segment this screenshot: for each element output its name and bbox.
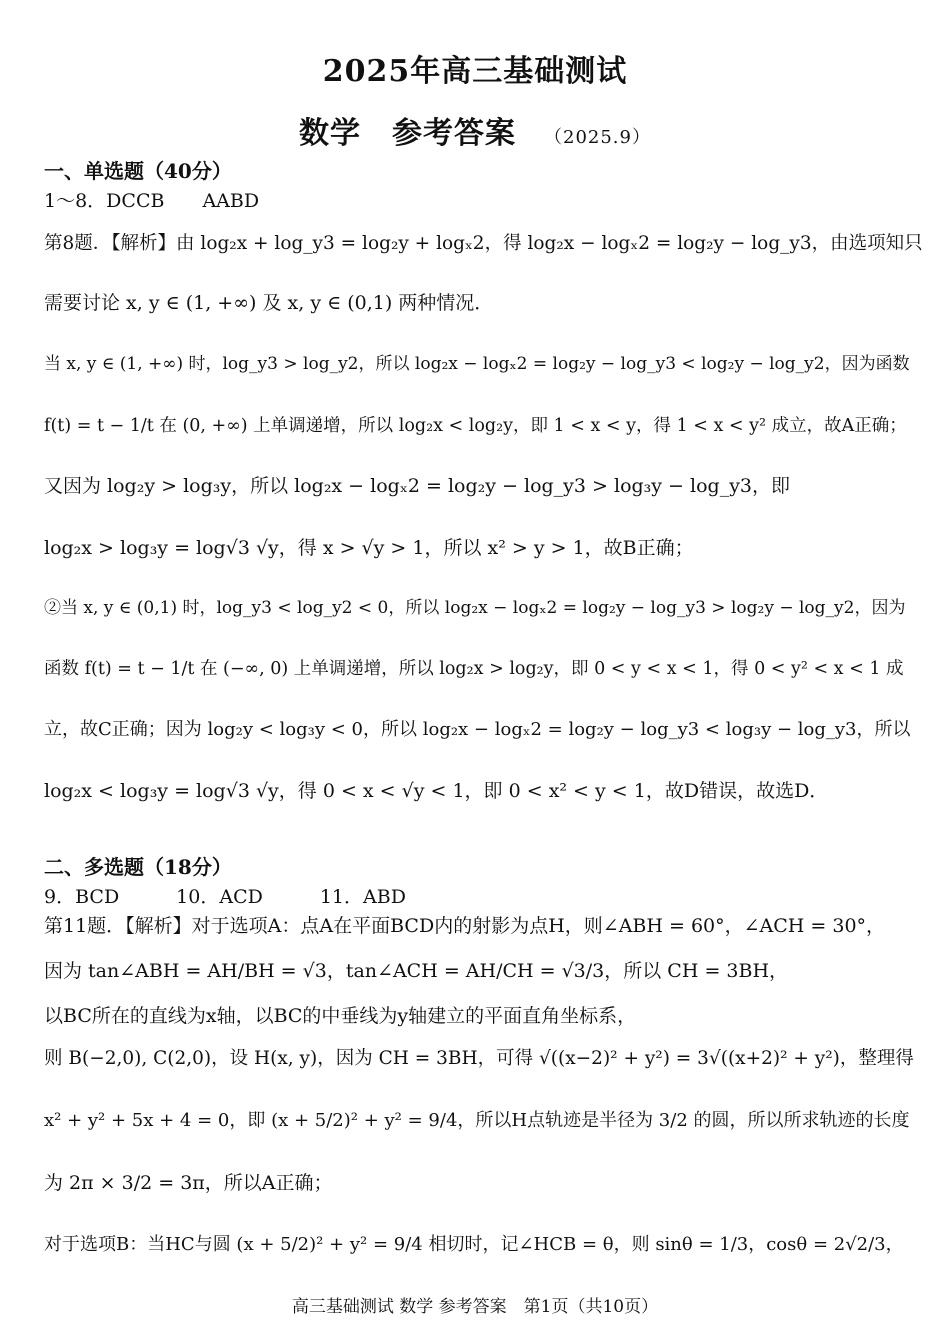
section-heading-single-choice: 一、单选题（40分） — [44, 159, 232, 183]
solution-line: 为 2π × 3/2 = 3π，所以A正确； — [44, 1172, 333, 1194]
solution-line: 当 x, y ∈ (1, +∞) 时，log_y3 > log_y2，所以 log₂x − logₓ2 = log₂y − log_y3 < log₂y − log_y2，因为函数 — [44, 354, 910, 374]
solution-line: log₂x > log₃y = log√3 √y，得 x > √y > 1，所以 x² > y > 1，故B正确； — [44, 537, 694, 559]
single-choice-answers: 1～8．DCCB AABD — [44, 190, 260, 212]
solution-line: 则 B(−2,0), C(2,0)，设 H(x, y)，因为 CH = 3BH，可得 √((x−2)² + y²) = 3√((x+2)² + y²)，整理得 — [44, 1048, 914, 1069]
subtitle-text: 数学 参考答案 — [299, 116, 516, 151]
page-title: 2025年高三基础测试 — [322, 54, 628, 89]
solution-line: 以BC所在的直线为x轴，以BC的中垂线为y轴建立的平面直角坐标系， — [44, 1005, 637, 1027]
solution-line: 函数 f(t) = t − 1/t 在 (−∞, 0) 上单调递增，所以 log₂x > log₂y，即 0 < y < x < 1，得 0 < y² < x < 1 成 — [44, 659, 904, 679]
page-subtitle — [0, 108, 950, 152]
solution-line: 需要讨论 x, y ∈ (1, +∞) 及 x, y ∈ (0,1) 两种情况． — [44, 292, 494, 314]
solution-line: 又因为 log₂y > log₃y，所以 log₂x − logₓ2 = log₂y − log_y3 > log₃y − log_y3，即 — [44, 475, 791, 497]
solution-line: 第8题．【解析】由 log₂x + log_y3 = log₂y + logₓ2，得 log₂x − logₓ2 = log₂y − log_y3，由选项知只 — [44, 233, 923, 254]
solution-line: 第11题．【解析】对于选项A：点A在平面BCD内的射影为点H，则∠ABH = 60°，∠ACH = 30°， — [44, 915, 886, 937]
solution-line: x² + y² + 5x + 4 = 0，即 (x + 5/2)² + y² = 9/4，所以H点轨迹是半径为 3/2 的圆，所以所求轨迹的长度 — [44, 1110, 910, 1131]
section-heading-multiple-choice: 二、多选题（18分） — [44, 855, 232, 879]
solution-line: f(t) = t − 1/t 在 (0, +∞) 上单调递增，所以 log₂x < log₂y，即 1 < x < y，得 1 < x < y² 成立，故A正确； — [44, 416, 907, 436]
exam-date: （2025.9） — [544, 127, 651, 148]
solution-line: 对于选项B：当HC与圆 (x + 5/2)² + y² = 9/4 相切时，记∠HCB = θ，则 sinθ = 1/3，cosθ = 2√2/3， — [44, 1234, 904, 1255]
solution-line: 因为 tan∠ABH = AH/BH = √3，tan∠ACH = AH/CH = √3/3，所以 CH = 3BH， — [44, 960, 789, 982]
solution-line: log₂x < log₃y = log√3 √y，得 0 < x < √y < 1，即 0 < x² < y < 1，故D错误，故选D． — [44, 780, 829, 802]
solution-line: ②当 x, y ∈ (0,1) 时，log_y3 < log_y2 < 0，所以 log₂x − logₓ2 = log₂y − log_y3 > log₂y − log_y2，因为 — [44, 598, 906, 618]
multiple-choice-answers: 9．BCD 10．ACD 11．ABD — [44, 886, 406, 908]
page-footer: 高三基础测试 数学 参考答案 第1页（共10页） — [291, 1297, 659, 1317]
solution-line: 立，故C正确；因为 log₂y < log₃y < 0，所以 log₂x − logₓ2 = log₂y − log_y3 < log₃y − log_y3，所以 — [44, 719, 911, 740]
